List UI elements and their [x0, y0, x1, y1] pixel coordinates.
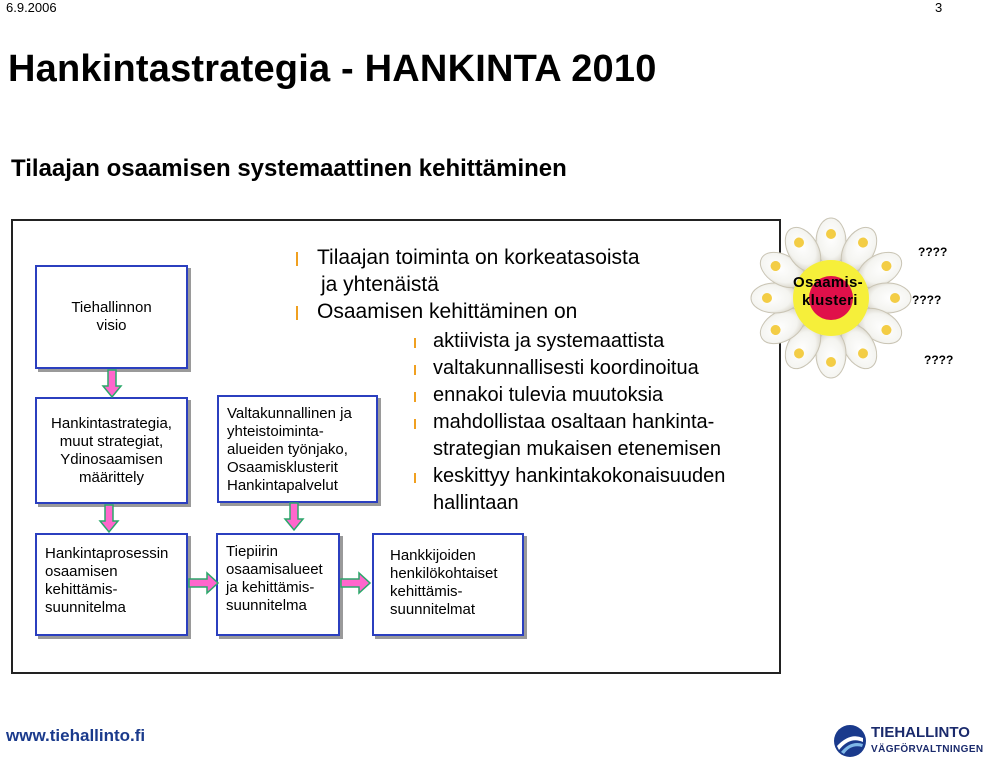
- question-marks-1: ????: [918, 245, 948, 259]
- sub-bullet-marker: [414, 419, 416, 429]
- box-text: Tiepiirin osaamisalueet ja kehittämis- suunnitelma: [226, 543, 323, 614]
- box-tiepiiri: [216, 533, 340, 636]
- statement-line-1: Tilaajan toiminta on korkeatasoista: [317, 246, 640, 269]
- arrow-down-3: [285, 503, 303, 531]
- arrow-down-2: [100, 505, 118, 533]
- box-tiehallinnon-visio: [35, 265, 188, 369]
- list-item: keskittyy hankintakokonaisuuden: [433, 465, 726, 487]
- sub-bullet-marker: [414, 338, 416, 348]
- box-text: Valtakunnallinen ja yhteistoiminta- alueiden työnjako, Osaamisklusterit Hankintapalvelut: [227, 405, 352, 494]
- footer-logo-subtext: VÄGFÖRVALTNINGEN: [871, 744, 984, 755]
- page-number: 3: [935, 0, 943, 15]
- box-valtakunnallinen: [217, 395, 378, 503]
- tiehallinto-logo-icon: [833, 724, 867, 758]
- box-text: Hankintaprosessin osaamisen kehittämis- suunnitelma: [45, 545, 169, 616]
- box-hankintaprosessi: [35, 533, 188, 636]
- statement-line-1b: ja yhtenäistä: [321, 273, 439, 296]
- statement-line-2: Osaamisen kehittäminen on: [317, 300, 578, 323]
- flower-label-2: klusteri: [802, 292, 858, 309]
- bullet-marker: [296, 252, 298, 266]
- footer-logo-text: TIEHALLINTO: [871, 724, 970, 741]
- sub-bullet-marker: [414, 392, 416, 402]
- arrow-right-1: [189, 573, 219, 593]
- list-item: ennakoi tulevia muutoksia: [433, 384, 664, 406]
- sub-bullet-marker: [414, 365, 416, 375]
- sub-bullet-marker: [414, 473, 416, 483]
- slide-date: 6.9.2006: [6, 0, 57, 15]
- slide-subtitle: Tilaajan osaamisen systemaattinen kehittäminen: [11, 155, 567, 182]
- arrow-down-1: [103, 370, 121, 398]
- list-item-continuation: hallintaan: [433, 492, 519, 514]
- footer-website-link[interactable]: www.tiehallinto.fi: [6, 726, 146, 745]
- question-marks-2: ????: [912, 293, 942, 307]
- box-hankintastrategia: [35, 397, 188, 504]
- list-item: valtakunnallisesti koordinoitua: [433, 357, 699, 379]
- list-item: mahdollistaa osaltaan hankinta-: [433, 411, 715, 433]
- list-item-continuation: strategian mukaisen etenemisen: [433, 438, 721, 460]
- arrow-right-2: [341, 573, 371, 593]
- question-marks-3: ????: [924, 353, 954, 367]
- box-hankkijat: [372, 533, 524, 636]
- box-text: Hankkijoiden henkilökohtaiset kehittämis- suunnitelmat: [390, 547, 498, 618]
- list-item: aktiivista ja systemaattista: [433, 330, 665, 352]
- box-text: Tiehallinnon visio: [71, 299, 152, 334]
- box-text: Hankintastrategia, muut strategiat, Ydinosaamisen määrittely: [51, 414, 172, 486]
- flower-label-1: Osaamis-: [793, 274, 863, 291]
- slide-title: Hankintastrategia - HANKINTA 2010: [8, 48, 657, 90]
- bullet-marker: [296, 306, 298, 320]
